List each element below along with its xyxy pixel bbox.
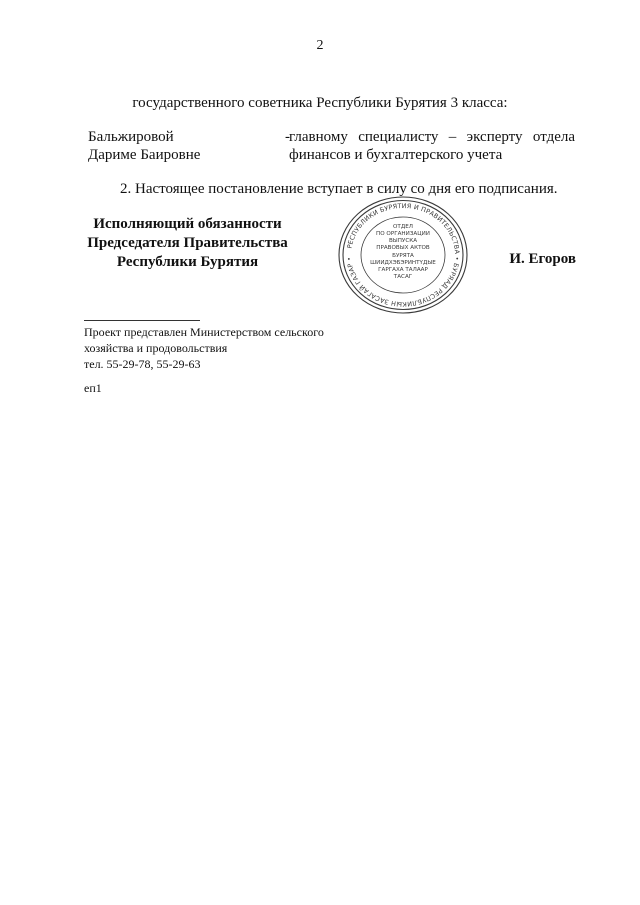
- footnote-divider: [84, 320, 200, 321]
- signatory-title-line2: Председателя Правительства: [87, 235, 288, 251]
- seal-line-2: ПО ОРГАНИЗАЦИИ: [376, 231, 430, 237]
- seal-line-7: ГАРГАХА ТАЛААР: [378, 267, 428, 273]
- seal-line-4: ПРАВОВЫХ АКТОВ: [376, 245, 430, 251]
- signatory-name: И. Егоров: [509, 251, 576, 267]
- employee-given-names: Дариме Баировне: [88, 147, 201, 163]
- employee-position-line1: главному специалисту – эксперту отдела: [289, 129, 575, 145]
- seal-line-1: ОТДЕЛ: [393, 224, 413, 230]
- rank-heading: государственного советника Республики Бурятия 3 класса:: [132, 95, 508, 111]
- seal-ring-text: РЕСПУБЛИКИ БУРЯТИЯ И ПРАВИТЕЛЬСТВА • БУРЯАД РЕСПУБЛИКЫН ЗАСАГАЙ ГАЗАР •: [345, 201, 462, 309]
- seal-line-6: ШИИДХЭБЭРИНТҮДЫЕ: [370, 260, 436, 266]
- seal-line-3: ВЫПУСКА: [388, 238, 418, 244]
- signatory-title-line1: Исполняющий обязанности: [93, 216, 282, 232]
- employee-position-line2: финансов и бухгалтерского учета: [289, 147, 503, 163]
- effective-date-clause: 2. Настоящее постановление вступает в силу со дня его подписания.: [120, 181, 558, 197]
- seal-line-5: БУРЯТА: [392, 253, 414, 259]
- employee-surname: Бальжировой: [88, 129, 174, 145]
- document-code: еп1: [84, 381, 102, 395]
- footnote-line-1: Проект представлен Министерством сельского: [84, 325, 324, 339]
- signatory-title-line3: Республики Бурятия: [116, 254, 259, 270]
- seal-line-8: ТАСАГ: [393, 274, 413, 280]
- footnote-line-2: хозяйства и продовольствия: [84, 341, 228, 355]
- dash-separator: -: [285, 129, 290, 145]
- page-number: 2: [316, 38, 324, 53]
- official-seal: [335, 194, 471, 316]
- signatory-title: [80, 215, 295, 272]
- footnote-phone: тел. 55-29-78, 55-29-63: [84, 357, 201, 371]
